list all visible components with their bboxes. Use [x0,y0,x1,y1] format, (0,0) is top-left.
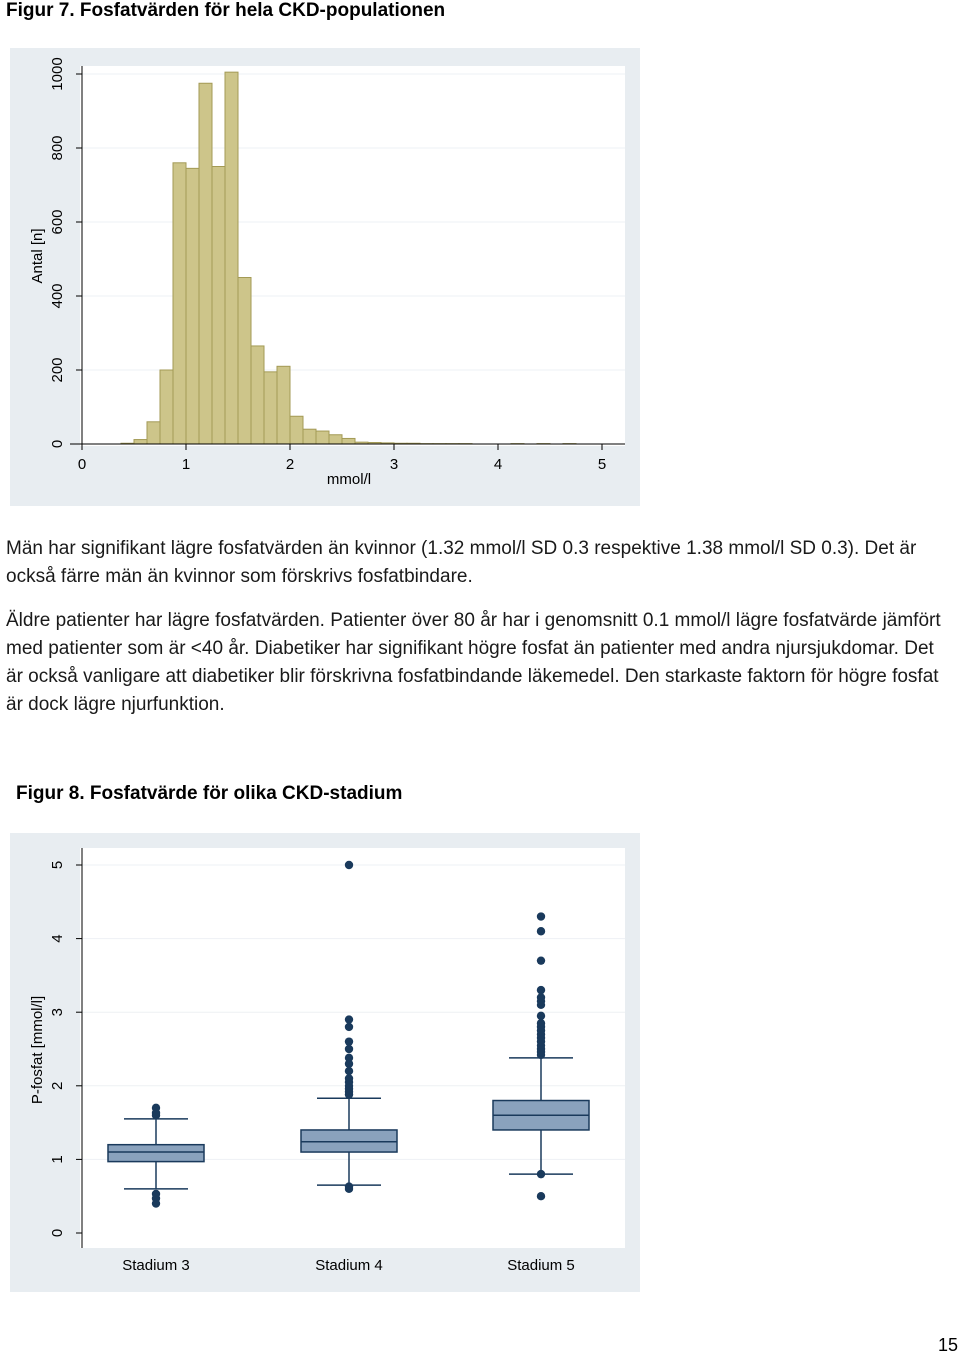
boxplot-outlier-point [537,1019,545,1027]
histogram-bar [251,346,264,444]
histogram-x-axis-label: mmol/l [326,471,372,488]
boxplot-outlier-point [537,1192,545,1200]
histogram-bar [160,370,173,444]
boxplot-y-tick-label: 5 [49,860,66,870]
histogram-y-axis-label: Antal [n] [29,228,46,284]
boxplot-y-tick-label: 0 [49,1228,66,1238]
boxplot-outlier-point [152,1190,160,1198]
histogram-y-tick-label: 600 [49,209,66,235]
histogram-bar [134,440,147,444]
histogram-x-tick-label: 5 [597,456,607,473]
boxplot-outlier-point [345,1067,353,1075]
boxplot-y-axis-label: P-fosfat [mmol/l] [29,995,46,1105]
boxplot-outlier-point [537,912,545,920]
histogram-y-tick-label: 800 [49,135,66,161]
histogram-bar [290,416,303,444]
histogram-bar [264,372,277,444]
histogram-bar [316,431,329,444]
figure-7-title: Figur 7. Fosfatvärden för hela CKD-populationen [6,0,446,21]
histogram-bar [329,435,342,444]
histogram-bar [225,72,238,444]
boxplot-outlier-point [345,1074,353,1082]
boxplot-y-tick-label: 3 [49,1008,66,1017]
histogram-x-tick-label: 2 [285,456,295,473]
boxplot-outlier-point [345,1045,353,1053]
boxplot-outlier-point [537,927,545,935]
boxplot-outlier-point [345,1023,353,1031]
boxplot-category-label: Stadium 3 [122,1257,190,1274]
boxplot-outlier-point [345,1182,353,1190]
histogram-x-tick-label: 4 [493,456,503,473]
histogram-bar [303,429,316,444]
page-number: 15 [937,1335,958,1355]
paragraph-age-diabetes: Äldre patienter har lägre fosfatvärden. Patienter över 80 år har i genomsnitt 0.1 mmol/l lägre fosfatvärde jämfört med patienter som är <40 år. Diabetiker har signifikant högre fosfat än patienter med andra njursjukdomar. Det är också vanligare att diabetiker blir förskrivna fosfatbindande läkemedel. Den starkaste faktorn för högre fosfat är dock lägre njurfunktion. [6,610,941,715]
boxplot-outlier-point [537,1012,545,1020]
histogram-y-tick-label: 400 [49,283,66,309]
histogram-x-tick-label: 3 [389,456,399,473]
boxplot-outlier-point [345,1015,353,1023]
paragraph-sex-difference: Män har signifikant lägre fosfatvärden än kvinnor (1.32 mmol/l SD 0.3 respektive 1.38 mmol/l SD 0.3). Det är också färre män än kvinnor som förskrivs fosfatbindare. [6,538,917,587]
histogram-y-tick-label: 1000 [49,57,66,91]
boxplot-category-label: Stadium 4 [315,1257,383,1274]
boxplot-y-tick-label: 1 [49,1155,66,1164]
boxplot-outlier-point [537,1170,545,1178]
histogram-bar [147,422,160,444]
histogram-y-tick-label: 200 [49,357,66,383]
histogram-bar [212,167,225,445]
histogram-bar [186,168,199,444]
histogram-bar [277,366,290,444]
boxplot-outlier-point [537,993,545,1001]
boxplot-outlier-point [537,956,545,964]
boxplot-outlier-point [345,861,353,869]
figure-8-title: Figur 8. Fosfatvärde för olika CKD-stadium [16,783,403,804]
boxplot-outlier-point [537,986,545,994]
boxplot-category-label: Stadium 5 [507,1257,575,1274]
histogram-bar [342,438,355,444]
boxplot-outlier-point [345,1037,353,1045]
histogram-y-tick-label: 0 [49,439,66,449]
boxplot-y-tick-label: 2 [49,1081,66,1090]
histogram-x-tick-label: 1 [181,456,191,473]
boxplot-y-tick-label: 4 [49,934,66,943]
boxplot-box [108,1145,204,1162]
boxplot-outlier-point [152,1104,160,1112]
boxplot-outlier-point [345,1054,353,1062]
histogram-bar [199,83,212,444]
boxplot-chart [0,830,660,1295]
histogram-bar [238,278,251,445]
histogram-chart [0,40,660,515]
histogram-bar [173,163,186,444]
histogram-x-tick-label: 0 [77,456,87,473]
